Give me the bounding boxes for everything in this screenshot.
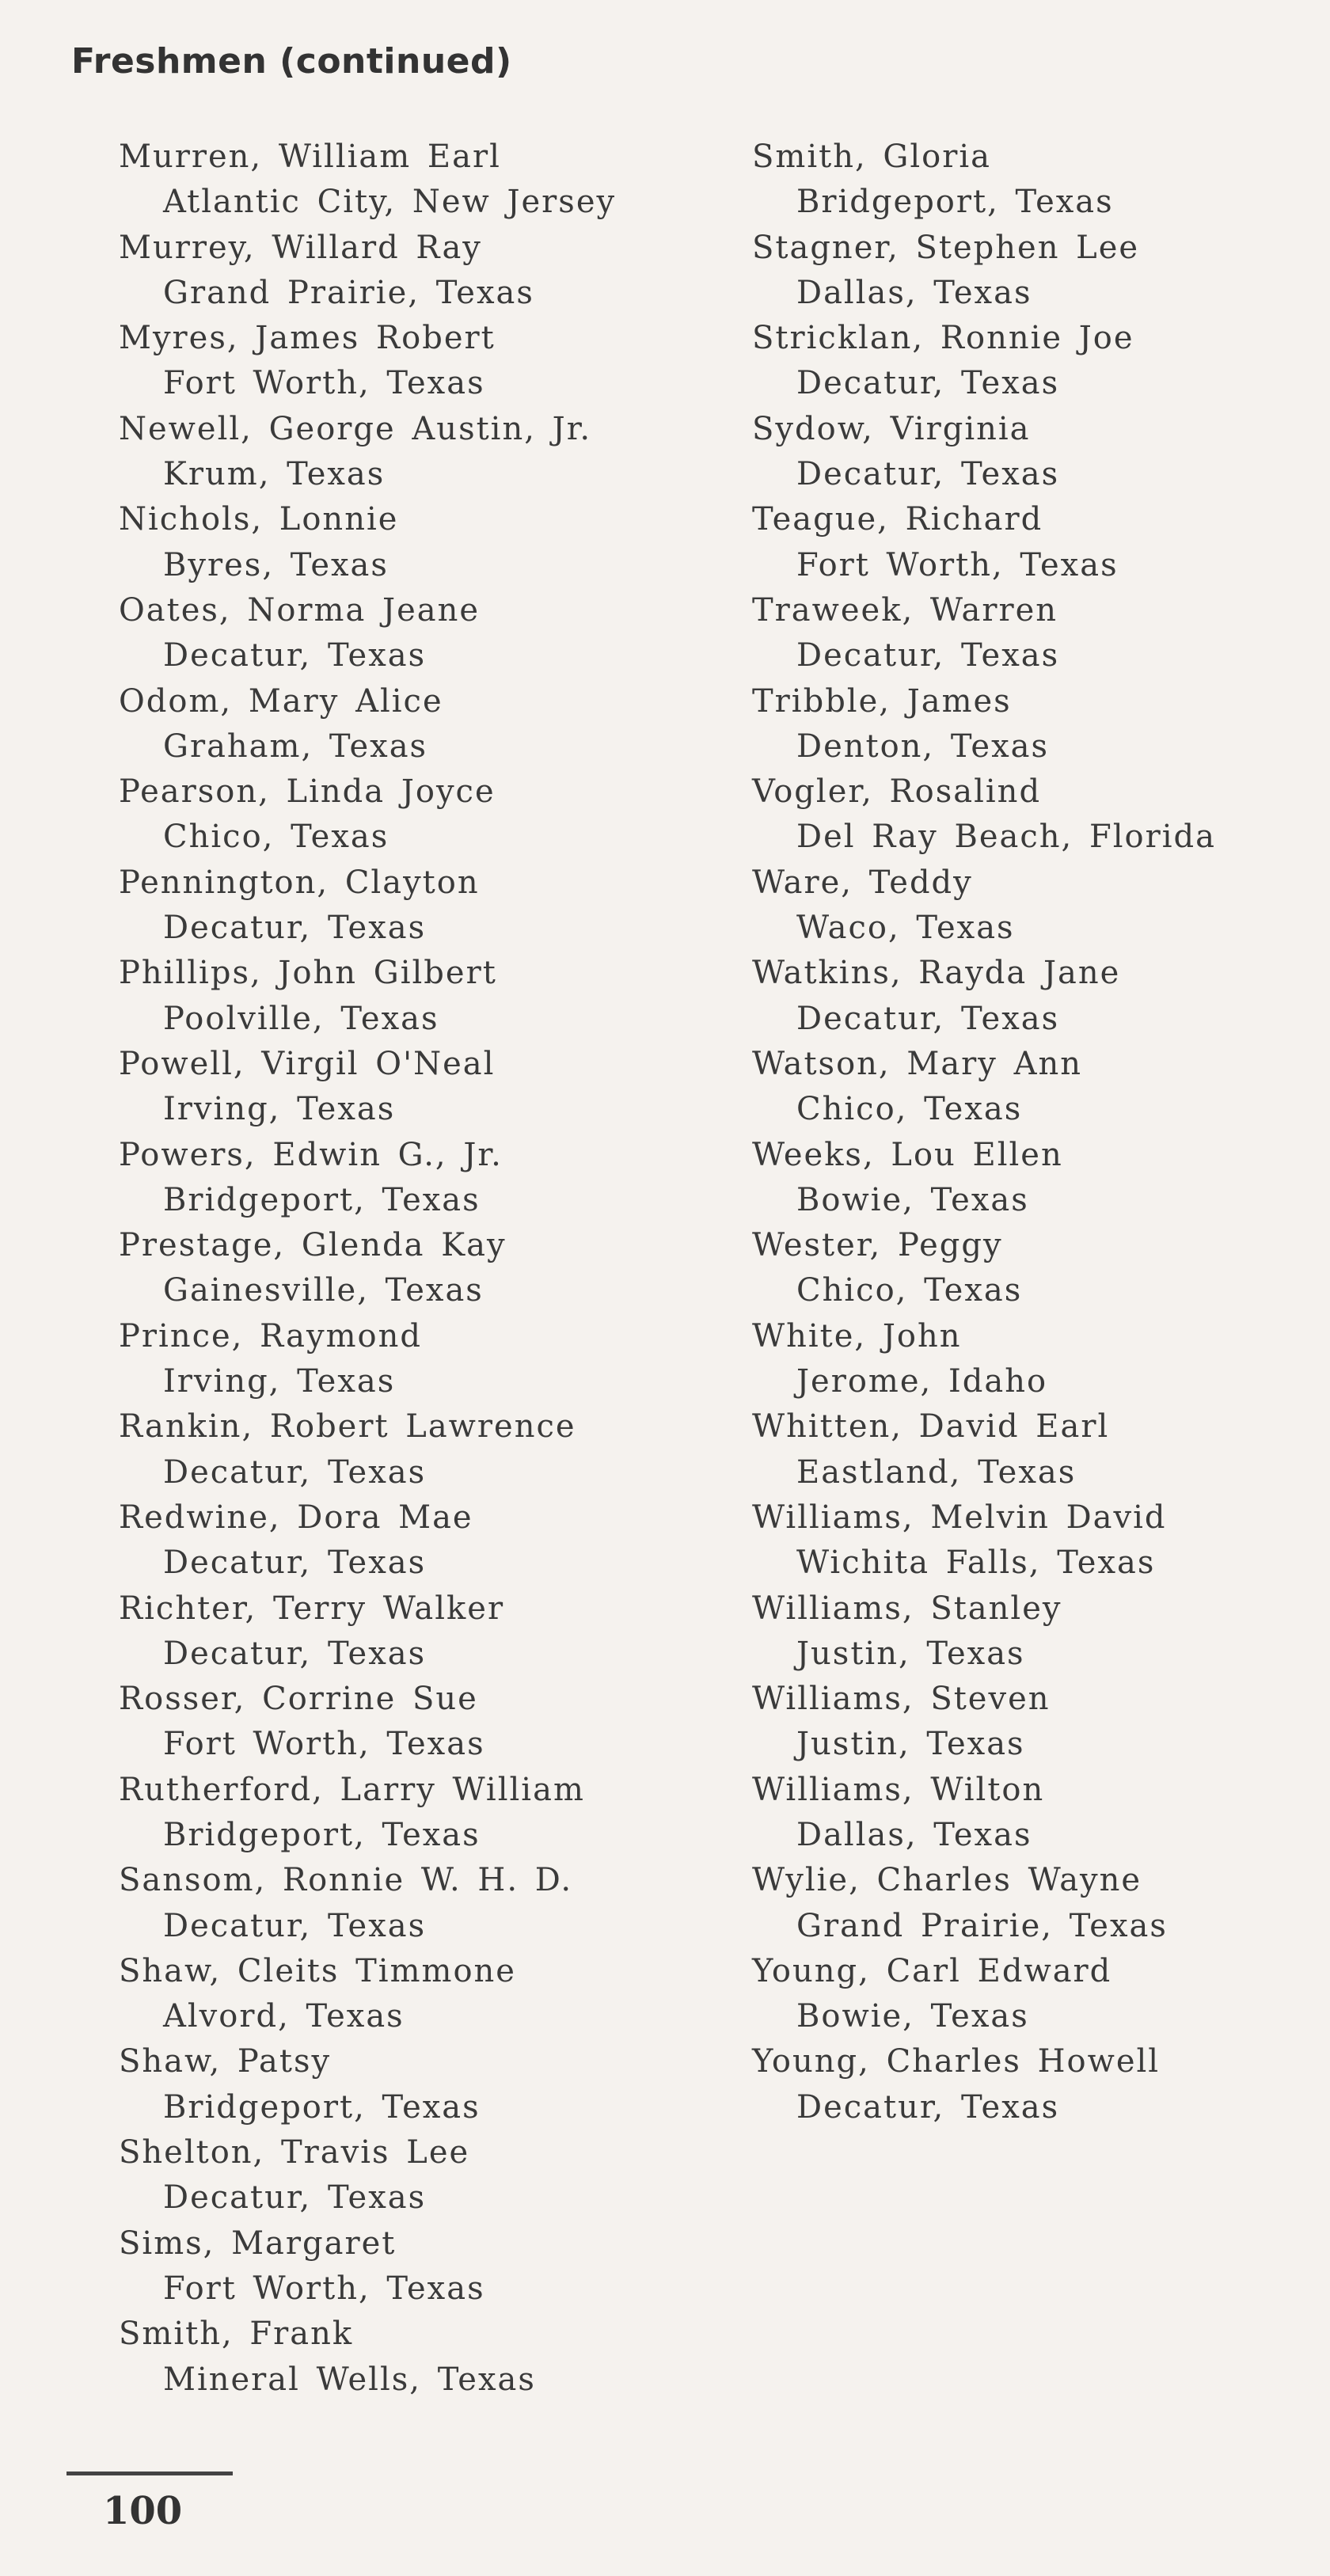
student-entry xyxy=(119,1223,720,1314)
student-name: Pearson, Linda Joyce xyxy=(119,773,496,811)
student-entry xyxy=(752,1858,1306,1949)
hometown: Decatur, Texas xyxy=(796,2088,1060,2126)
hometown: Fort Worth, Texas xyxy=(796,546,1119,583)
student-entry xyxy=(119,1042,720,1133)
left-name-column xyxy=(119,135,720,2403)
student-entry xyxy=(752,135,1306,226)
hometown: Atlantic City, New Jersey xyxy=(163,184,617,221)
hometown: Graham, Texas xyxy=(163,728,428,765)
hometown: Bowie, Texas xyxy=(796,1181,1029,1218)
hometown: Wichita Falls, Texas xyxy=(796,1544,1156,1582)
student-name: Shaw, Patsy xyxy=(119,2043,332,2080)
student-entry xyxy=(119,2221,720,2312)
student-entry xyxy=(752,1042,1306,1133)
hometown: Jerome, Idaho xyxy=(796,1363,1048,1400)
hometown: Decatur, Texas xyxy=(163,2179,427,2217)
hometown: Fort Worth, Texas xyxy=(163,2270,485,2307)
student-entry xyxy=(752,316,1306,407)
student-name: Teague, Richard xyxy=(752,501,1043,538)
student-name: Williams, Melvin David xyxy=(752,1499,1167,1536)
student-entry xyxy=(752,1223,1306,1314)
hometown: Irving, Texas xyxy=(163,1363,396,1400)
hometown: Alvord, Texas xyxy=(163,1998,405,2035)
student-entry xyxy=(119,1858,720,1949)
student-name: Rosser, Corrine Sue xyxy=(119,1681,478,1718)
hometown: Justin, Texas xyxy=(796,1726,1025,1763)
student-entry xyxy=(752,1404,1306,1495)
student-name: Prestage, Glenda Kay xyxy=(119,1227,507,1264)
student-entry xyxy=(752,1586,1306,1677)
student-entry xyxy=(119,316,720,407)
hometown: Justin, Texas xyxy=(796,1635,1025,1672)
right-name-column xyxy=(752,135,1306,2130)
student-name: Young, Charles Howell xyxy=(752,2043,1161,2080)
student-entry xyxy=(752,769,1306,861)
student-entry xyxy=(119,861,720,952)
student-name: Odom, Mary Alice xyxy=(119,682,443,720)
student-name: White, John xyxy=(752,1317,962,1354)
student-entry xyxy=(119,1677,720,1768)
student-entry xyxy=(752,497,1306,588)
hometown: Bridgeport, Texas xyxy=(163,1816,481,1853)
student-entry xyxy=(119,407,720,498)
hometown: Irving, Texas xyxy=(163,1091,396,1128)
student-name: Tribble, James xyxy=(752,682,1012,720)
hometown: Del Ray Beach, Florida xyxy=(796,819,1216,856)
hometown: Chico, Texas xyxy=(796,1091,1023,1128)
footer-rule xyxy=(66,2472,233,2475)
student-entry xyxy=(752,226,1306,317)
student-entry xyxy=(119,1586,720,1677)
student-name: Richter, Terry Walker xyxy=(119,1590,505,1627)
hometown: Dallas, Texas xyxy=(796,1816,1032,1853)
student-entry xyxy=(119,226,720,317)
student-name: Stricklan, Ronnie Joe xyxy=(752,320,1134,357)
hometown: Grand Prairie, Texas xyxy=(163,274,534,311)
student-entry xyxy=(752,1677,1306,1768)
student-entry xyxy=(119,588,720,679)
student-entry xyxy=(119,2312,720,2403)
student-name: Traweek, Warren xyxy=(752,591,1058,629)
hometown: Bridgeport, Texas xyxy=(163,2088,481,2126)
student-name: Williams, Wilton xyxy=(752,1771,1045,1808)
student-name: Watson, Mary Ann xyxy=(752,1045,1083,1082)
student-entry xyxy=(752,1133,1306,1224)
student-name: Murrey, Willard Ray xyxy=(119,229,482,266)
hometown: Dallas, Texas xyxy=(796,274,1032,311)
student-entry xyxy=(119,1314,720,1405)
student-name: Smith, Frank xyxy=(119,2316,354,2353)
student-entry xyxy=(752,679,1306,770)
hometown: Decatur, Texas xyxy=(163,910,427,947)
student-name: Vogler, Rosalind xyxy=(752,773,1042,811)
hometown: Decatur, Texas xyxy=(796,365,1060,402)
student-entry xyxy=(119,2039,720,2130)
student-name: Wester, Peggy xyxy=(752,1227,1003,1264)
hometown: Decatur, Texas xyxy=(163,1907,427,1944)
hometown: Decatur, Texas xyxy=(163,1544,427,1582)
student-entry xyxy=(752,588,1306,679)
student-name: Williams, Steven xyxy=(752,1681,1051,1718)
hometown: Krum, Texas xyxy=(163,456,386,493)
student-entry xyxy=(119,135,720,226)
hometown: Eastland, Texas xyxy=(796,1453,1077,1491)
student-name: Ware, Teddy xyxy=(752,864,973,901)
student-name: Phillips, John Gilbert xyxy=(119,955,497,992)
student-name: Weeks, Lou Ellen xyxy=(752,1136,1063,1173)
hometown: Poolville, Texas xyxy=(163,1000,439,1037)
student-name: Murren, William Earl xyxy=(119,139,501,175)
student-name: Smith, Gloria xyxy=(752,139,991,175)
student-name: Rankin, Robert Lawrence xyxy=(119,1408,576,1446)
hometown: Bridgeport, Texas xyxy=(796,184,1114,221)
student-name: Prince, Raymond xyxy=(119,1317,422,1354)
student-entry xyxy=(119,769,720,861)
student-entry xyxy=(119,679,720,770)
hometown: Gainesville, Texas xyxy=(163,1272,484,1309)
student-name: Wylie, Charles Wayne xyxy=(752,1862,1142,1899)
student-name: Powers, Edwin G., Jr. xyxy=(119,1136,503,1173)
student-name: Sansom, Ronnie W. H. D. xyxy=(119,1862,573,1899)
hometown: Fort Worth, Texas xyxy=(163,365,485,402)
student-name: Williams, Stanley xyxy=(752,1590,1062,1627)
student-entry xyxy=(752,407,1306,498)
hometown: Bowie, Texas xyxy=(796,1998,1029,2035)
student-entry xyxy=(119,1133,720,1224)
student-name: Oates, Norma Jeane xyxy=(119,591,481,629)
hometown: Decatur, Texas xyxy=(796,637,1060,674)
student-entry xyxy=(752,1314,1306,1405)
student-name: Whitten, David Earl xyxy=(752,1408,1110,1446)
student-name: Shaw, Cleits Timmone xyxy=(119,1952,516,1989)
student-name: Sydow, Virginia xyxy=(752,410,1031,447)
student-entry xyxy=(119,2130,720,2221)
student-name: Redwine, Dora Mae xyxy=(119,1499,473,1536)
student-name: Newell, George Austin, Jr. xyxy=(119,410,592,447)
hometown: Bridgeport, Texas xyxy=(163,1181,481,1218)
hometown: Decatur, Texas xyxy=(163,1453,427,1491)
student-name: Myres, James Robert xyxy=(119,320,496,357)
student-name: Watkins, Rayda Jane xyxy=(752,955,1121,992)
student-entry xyxy=(752,1768,1306,1859)
hometown: Denton, Texas xyxy=(796,728,1050,765)
student-entry xyxy=(752,1495,1306,1586)
hometown: Decatur, Texas xyxy=(796,456,1060,493)
student-entry xyxy=(752,1949,1306,2040)
student-entry xyxy=(119,497,720,588)
hometown: Decatur, Texas xyxy=(163,1635,427,1672)
page-number: 100 xyxy=(103,2489,183,2533)
hometown: Decatur, Texas xyxy=(163,637,427,674)
student-entry xyxy=(752,2039,1306,2130)
student-entry xyxy=(119,951,720,1042)
hometown: Byres, Texas xyxy=(163,546,389,583)
hometown: Chico, Texas xyxy=(796,1272,1023,1309)
student-name: Young, Carl Edward xyxy=(752,1952,1112,1989)
student-entry xyxy=(119,1768,720,1859)
hometown: Decatur, Texas xyxy=(796,1000,1060,1037)
student-name: Shelton, Travis Lee xyxy=(119,2134,470,2171)
hometown: Waco, Texas xyxy=(796,910,1015,947)
hometown: Fort Worth, Texas xyxy=(163,1726,485,1763)
student-name: Powell, Virgil O'Neal xyxy=(119,1045,496,1082)
student-name: Rutherford, Larry William xyxy=(119,1771,585,1808)
student-entry xyxy=(119,1404,720,1495)
student-name: Stagner, Stephen Lee xyxy=(752,229,1140,266)
hometown: Chico, Texas xyxy=(163,819,390,856)
student-entry xyxy=(119,1495,720,1586)
student-name: Sims, Margaret xyxy=(119,2225,397,2262)
student-entry xyxy=(752,861,1306,952)
hometown: Mineral Wells, Texas xyxy=(163,2361,536,2398)
student-name: Pennington, Clayton xyxy=(119,864,480,901)
student-entry xyxy=(119,1949,720,2040)
hometown: Grand Prairie, Texas xyxy=(796,1907,1168,1944)
student-name: Nichols, Lonnie xyxy=(119,501,399,538)
student-entry xyxy=(752,951,1306,1042)
section-heading: Freshmen (continued) xyxy=(71,41,512,82)
